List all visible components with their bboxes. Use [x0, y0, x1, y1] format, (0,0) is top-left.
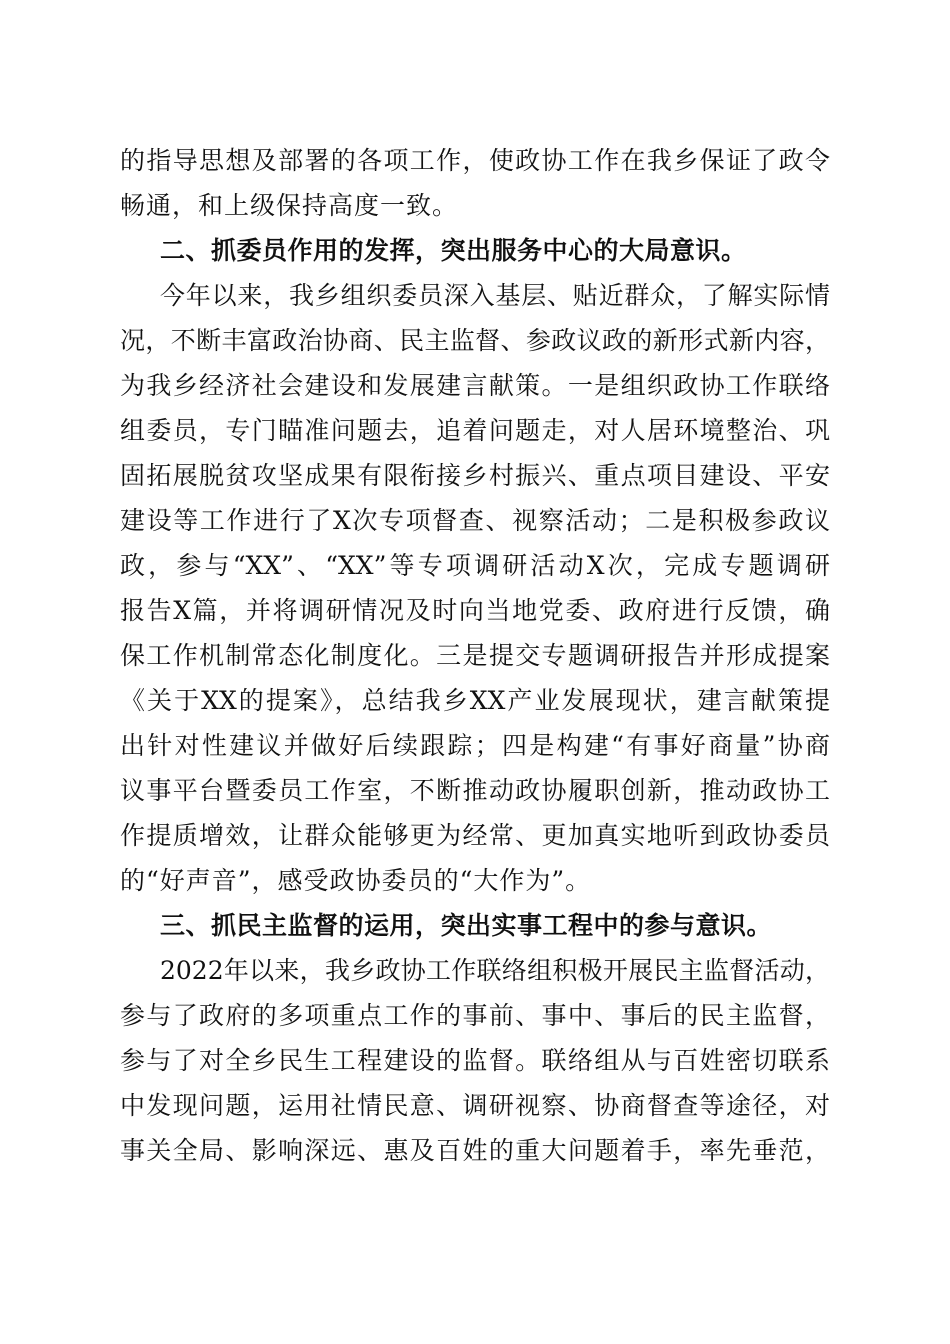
paragraph-line: 出针对性建议并做好后续跟踪；四是构建“有事好商量”协商	[120, 731, 830, 760]
paragraph-line: 的指导思想及部署的各项工作，使政协工作在我乡保证了政令	[120, 146, 830, 175]
paragraph-line: 参与了对全乡民生工程建设的监督。联络组从与百姓密切联系	[120, 1046, 830, 1075]
paragraph-line: 况，不断丰富政治协商、民主监督、参政议政的新形式新内容，	[120, 326, 830, 355]
paragraph-line: 保工作机制常态化制度化。三是提交专题调研报告并形成提案	[120, 641, 830, 670]
paragraph-line: 为我乡经济社会建设和发展建言献策。一是组织政协工作联络	[120, 371, 830, 400]
paragraph-line: 报告X篇，并将调研情况及时向当地党委、政府进行反馈，确	[120, 596, 830, 625]
paragraph-line: 事关全局、影响深远、惠及百姓的重大问题着手，率先垂范，	[120, 1136, 830, 1165]
paragraph-line: 固拓展脱贫攻坚成果有限衔接乡村振兴、重点项目建设、平安	[120, 461, 830, 490]
paragraph-line: 议事平台暨委员工作室，不断推动政协履职创新，推动政协工	[120, 776, 830, 805]
paragraph-line: 建设等工作进行了X次专项督查、视察活动；二是积极参政议	[120, 506, 830, 535]
section-heading-3: 三、抓民主监督的运用，突出实事工程中的参与意识。	[160, 911, 773, 940]
paragraph-line: 中发现问题，运用社情民意、调研视察、协商督查等途径，对	[120, 1091, 830, 1120]
paragraph-line: 的“好声音”，感受政协委员的“大作为”。	[120, 866, 592, 895]
document-body	[120, 138, 830, 1173]
section-heading-2: 二、抓委员作用的发挥，突出服务中心的大局意识。	[160, 236, 747, 265]
paragraph-line: 2022年以来，我乡政协工作联络组积极开展民主监督活动，	[160, 956, 830, 985]
paragraph-line: 参与了政府的多项重点工作的事前、事中、事后的民主监督，	[120, 1001, 830, 1030]
paragraph-line: 《关于XX的提案》，总结我乡XX产业发展现状，建言献策提	[120, 686, 830, 715]
paragraph-line: 组委员，专门瞄准问题去，追着问题走，对人居环境整治、巩	[120, 416, 830, 445]
paragraph-line: 作提质增效，让群众能够更为经常、更加真实地听到政协委员	[120, 821, 830, 850]
paragraph-line: 政，参与“XX”、“XX”等专项调研活动X次，完成专题调研	[120, 551, 830, 580]
paragraph-line: 今年以来，我乡组织委员深入基层、贴近群众，了解实际情	[160, 281, 830, 310]
paragraph-line: 畅通，和上级保持高度一致。	[120, 191, 459, 220]
